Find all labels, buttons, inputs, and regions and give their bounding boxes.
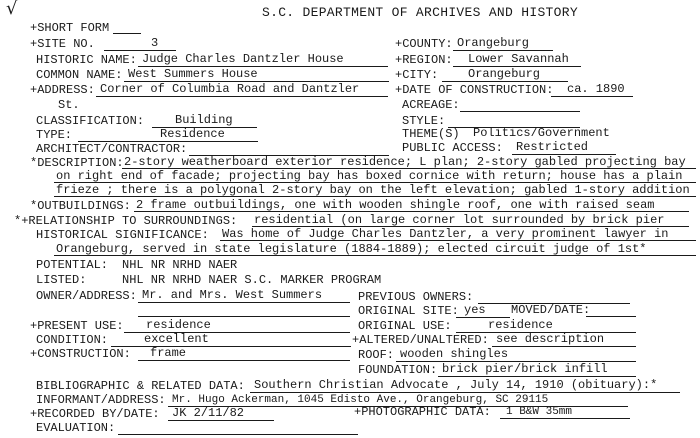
public-access-value: Restricted	[516, 140, 589, 154]
altered-value: see description	[496, 332, 605, 346]
site-no-line	[104, 50, 176, 51]
county-value: Orangeburg	[457, 36, 530, 50]
historic-name-value: Judge Charles Dantzler House	[142, 52, 344, 66]
photographic-label: +PHOTOGRAPHIC DATA:	[354, 405, 491, 419]
outbuildings-value: 2 frame outbuildings, one with wooden shingle roof, one with raised seam	[136, 198, 655, 212]
date-of-construction-label: +DATE OF CONSTRUCTION:	[395, 83, 554, 97]
roof-value: wooden shingles	[400, 347, 509, 361]
roof-label: ROOF:	[358, 348, 395, 362]
present-use-value: residence	[146, 318, 211, 332]
acreage-line	[460, 111, 580, 112]
acreage-label: ACREAGE:	[402, 98, 460, 112]
significance-rule-1	[220, 240, 696, 241]
potential-options: NHL NR NRHD NAER	[122, 258, 238, 272]
outbuildings-line	[134, 211, 689, 212]
description-line-2: on right end of facade; projecting bay has boxed cornice with return; house has a plain	[56, 169, 683, 183]
common-name-label: COMMON NAME:	[36, 68, 123, 82]
bibliographic-line	[250, 392, 680, 393]
condition-value: excellent	[144, 332, 209, 346]
significance-label: HISTORICAL SIGNIFICANCE:	[36, 228, 209, 242]
listed-label: LISTED:	[36, 273, 87, 287]
bibliographic-value: Southern Christian Advocate , July 14, 1910 (obituary):*	[254, 378, 658, 392]
altered-line	[492, 346, 636, 347]
altered-label: +ALTERED/UNALTERED:	[352, 333, 489, 347]
county-line	[453, 50, 553, 51]
potential-label: POTENTIAL:	[36, 258, 109, 272]
theme-value: Politics/Government	[473, 126, 610, 140]
relationship-label: *+RELATIONSHIP TO SURROUNDINGS:	[14, 214, 238, 228]
outbuildings-label: *OUTBUILDINGS:	[30, 199, 131, 213]
owner-label: OWNER/ADDRESS:	[36, 289, 137, 303]
recorded-label: +RECORDED BY/DATE:	[30, 407, 160, 421]
city-line	[442, 81, 568, 82]
style-label: STYLE:	[402, 114, 446, 128]
foundation-label: FOUNDATION:	[358, 363, 438, 377]
foundation-line	[438, 376, 636, 377]
description-rule-3	[54, 196, 696, 197]
city-value: Orangeburg	[468, 67, 541, 81]
bibliographic-label: BIBLIOGRAPHIC & RELATED DATA:	[36, 379, 245, 393]
present-use-label: +PRESENT USE:	[30, 319, 124, 333]
historic-name-label: HISTORIC NAME:	[36, 53, 137, 67]
city-label: +CITY:	[395, 68, 439, 82]
moved-date-line	[586, 316, 636, 317]
original-site-label: ORIGINAL SITE:	[358, 304, 459, 318]
public-access-label: PUBLIC ACCESS:	[402, 141, 503, 155]
recorded-line	[168, 420, 274, 421]
architect-label: ARCHITECT/CONTRACTOR:	[36, 142, 188, 156]
short-form-label: +SHORT FORM	[30, 21, 110, 35]
recorded-value: JK 2/11/82	[172, 406, 245, 420]
owner-line	[138, 302, 350, 303]
owner-value: Mr. and Mrs. West Summers	[142, 288, 323, 302]
evaluation-label: EVALUATION:	[36, 421, 116, 435]
address-label: +ADDRESS:	[30, 83, 95, 97]
photographic-value: 1 B&W 35mm	[506, 406, 573, 418]
region-label: +REGION:	[395, 53, 453, 67]
condition-line	[111, 346, 351, 347]
significance-line-2: Orangeburg, served in state legislature (1884-1889); elected circuit judge of 1st*	[56, 242, 647, 256]
owner-line-2	[138, 316, 350, 317]
significance-line-1: Was home of Judge Charles Dantzler, a very prominent lawyer in	[222, 227, 669, 241]
original-use-value: residence	[488, 318, 553, 332]
informant-label: INFORMANT/ADDRESS:	[36, 393, 166, 407]
evaluation-line	[118, 434, 358, 435]
relationship-value: residential (on large corner lot surrounded by brick pier	[254, 213, 665, 227]
construction-value: frame	[150, 346, 187, 360]
date-of-construction-value: ca. 1890	[567, 82, 625, 96]
address-value-1: Corner of Columbia Road and Dantzler	[100, 82, 360, 96]
type-value: Residence	[160, 127, 225, 141]
classification-value: Building	[175, 113, 233, 127]
description-line-3: frieze ; there is a polygonal 2-story bay on the left elevation; gabled 1-story addition	[56, 183, 690, 197]
construction-label: +CONSTRUCTION:	[30, 347, 131, 361]
original-site-value: yes	[464, 303, 486, 317]
listed-options: NHL NR NRHD NAER S.C. MARKER PROGRAM	[122, 273, 382, 287]
condition-label: CONDITION:	[36, 333, 109, 347]
theme-label: THEME(S)	[402, 127, 460, 141]
foundation-value: brick pier/brick infill	[442, 362, 608, 376]
short-form-line	[113, 33, 141, 34]
classification-label: CLASSIFICATION:	[36, 114, 145, 128]
check-mark: √	[6, 0, 18, 19]
original-use-label: ORIGINAL USE:	[358, 319, 452, 333]
description-line-1: 2-story weatherboard exterior residence; L plan; 2-story gabled projecting bay	[124, 155, 686, 169]
common-name-value: West Summers House	[128, 67, 258, 81]
region-value: Lower Savannah	[468, 52, 569, 66]
moved-date-label: MOVED/DATE:	[511, 303, 591, 317]
previous-owners-label: PREVIOUS OWNERS:	[358, 290, 474, 304]
address-value-2: St.	[58, 98, 80, 112]
description-label: *DESCRIPTION:	[30, 156, 124, 170]
construction-line	[138, 360, 350, 361]
significance-rule-2	[54, 255, 696, 256]
address-line	[96, 96, 388, 97]
site-no-label: +SITE NO.	[30, 37, 95, 51]
site-no-value: 3	[151, 36, 159, 50]
county-label: +COUNTY:	[395, 37, 453, 51]
type-label: TYPE:	[36, 128, 73, 142]
form-title: S.C. DEPARTMENT OF ARCHIVES AND HISTORY	[262, 5, 578, 20]
date-of-construction-line	[551, 96, 633, 97]
informant-value: Mr. Hugo Ackerman, 1045 Edisto Ave., Orangeburg, SC 29115	[172, 394, 549, 406]
